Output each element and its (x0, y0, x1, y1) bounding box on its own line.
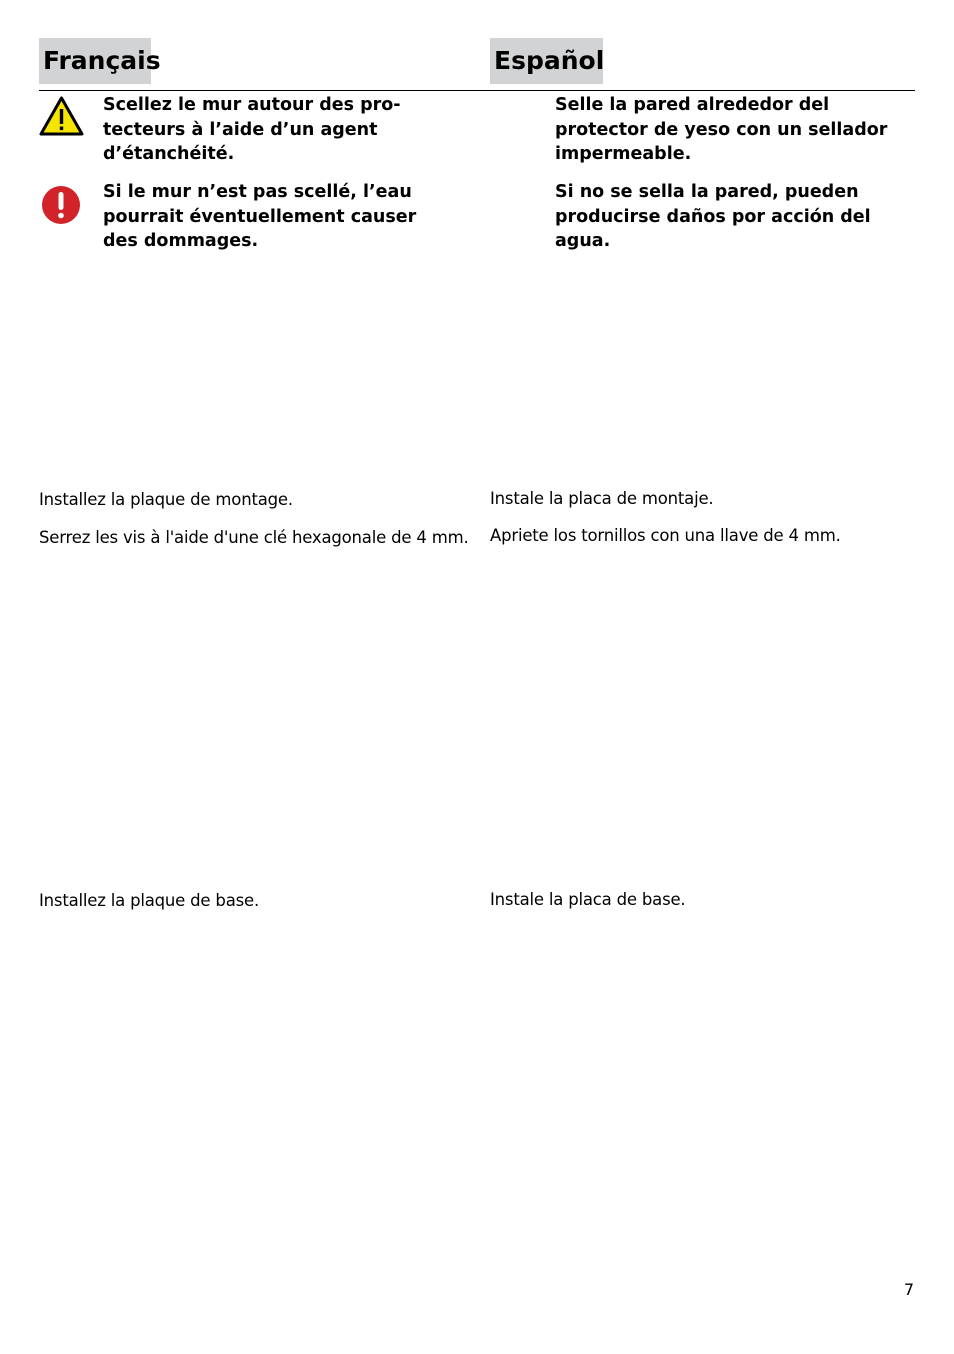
spanish-step-tighten-screws: Apriete los tornillos con una llave de 4 mm. (490, 526, 841, 545)
french-step-base-plate: Installez la plaque de base. (39, 891, 260, 910)
spanish-step-mounting-plate: Instale la placa de montaje. (490, 489, 714, 508)
spanish-header: Español (490, 38, 603, 84)
french-step-tighten-screws: Serrez les vis à l'aide d'une clé hexagonale de 4 mm. (39, 528, 469, 547)
spanish-caution-text: Selle la pared alrededor del protector de yeso con un sellador impermeable. (555, 95, 888, 164)
french-danger-text: Si le mur n’est pas scellé, l’eau pourrait éventuellement causer des dommages. (103, 182, 417, 251)
page-number: 7 (903, 1280, 914, 1299)
french-step-mounting-plate: Installez la plaque de montage. (39, 490, 293, 509)
french-header: Français (39, 38, 151, 84)
header-rule (39, 90, 915, 91)
spanish-step-base-plate: Instale la placa de base. (490, 890, 686, 909)
warning-triangle-icon (39, 96, 84, 136)
exclamation-circle-icon (41, 185, 81, 225)
french-caution-text: Scellez le mur autour des pro- tecteurs à l’aide d’un agent d’étanchéité. (103, 95, 401, 164)
spanish-danger-text: Si no se sella la pared, pueden producirse daños por acción del agua. (555, 182, 871, 251)
